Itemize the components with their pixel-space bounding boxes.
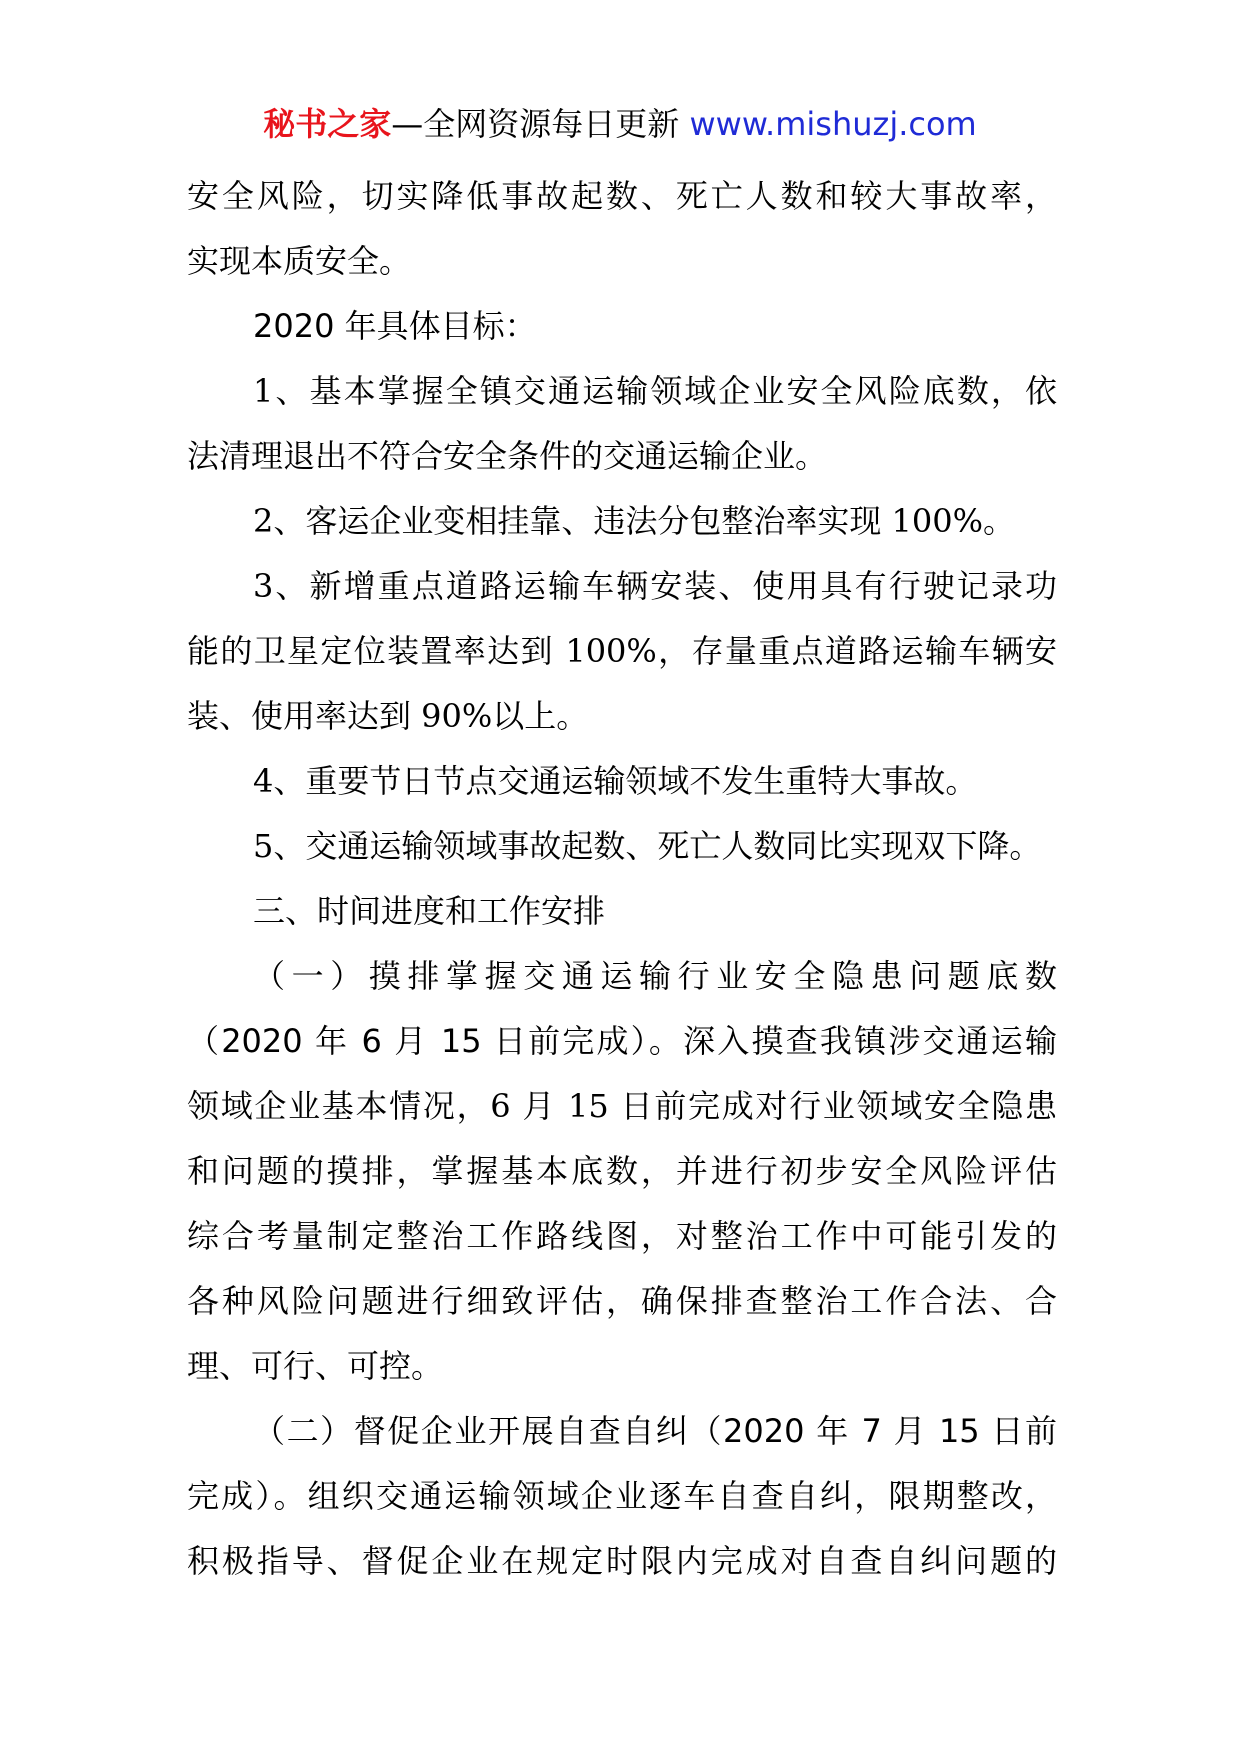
page-header (0, 104, 1240, 144)
body-line: 领域企业基本情况，6 月 15 日前完成对行业领域安全隐患 (187, 1087, 1057, 1125)
body-line: 安全风险，切实降低事故起数、死亡人数和较大事故率， (187, 177, 1057, 215)
list-item: 1、基本掌握全镇交通运输领域企业安全风险底数，依 (253, 372, 1057, 410)
section-subheading: 2020 年具体目标： (253, 307, 537, 345)
body-line: 综合考量制定整治工作路线图，对整治工作中可能引发的 (187, 1217, 1057, 1255)
list-item: 2、客运企业变相挂靠、违法分包整治率实现 100%。 (253, 502, 1016, 540)
body-line: 理、可行、可控。 (187, 1347, 444, 1385)
brand-name: 秘书之家 (263, 105, 392, 143)
document-body (187, 164, 1057, 1594)
list-item: 5、交通运输领域事故起数、死亡人数同比实现双下降。 (253, 827, 1042, 865)
list-item: 4、重要节日节点交通运输领域不发生重特大事故。 (253, 762, 978, 800)
section-heading: 三、时间进度和工作安排 (253, 892, 606, 930)
subsection-heading: （一）摸排掌握交通运输行业安全隐患问题底数 (253, 957, 1057, 995)
site-url[interactable]: www.mishuzj.com (689, 105, 977, 143)
body-line: 实现本质安全。 (187, 242, 412, 280)
body-line: 积极指导、督促企业在规定时限内完成对自查自纠问题的 (187, 1542, 1057, 1580)
list-item: 3、新增重点道路运输车辆安装、使用具有行驶记录功 (253, 567, 1057, 605)
body-line: 装、使用率达到 90%以上。 (187, 697, 589, 735)
body-line: 和问题的摸排，掌握基本底数，并进行初步安全风险评估 (187, 1152, 1057, 1190)
body-line: （2020 年 6 月 15 日前完成）。深入摸查我镇涉交通运输 (187, 1022, 1057, 1060)
subsection-heading: （二）督促企业开展自查自纠（2020 年 7 月 15 日前 (253, 1412, 1057, 1450)
body-line: 各种风险问题进行细致评估，确保排查整治工作合法、合 (187, 1282, 1057, 1320)
body-line: 完成）。组织交通运输领域企业逐车自查自纠，限期整改， (187, 1477, 1057, 1515)
header-tagline: —全网资源每日更新 (391, 105, 690, 143)
body-line: 能的卫星定位装置率达到 100%，存量重点道路运输车辆安 (187, 632, 1057, 670)
body-line: 法清理退出不符合安全条件的交通运输企业。 (187, 437, 828, 475)
